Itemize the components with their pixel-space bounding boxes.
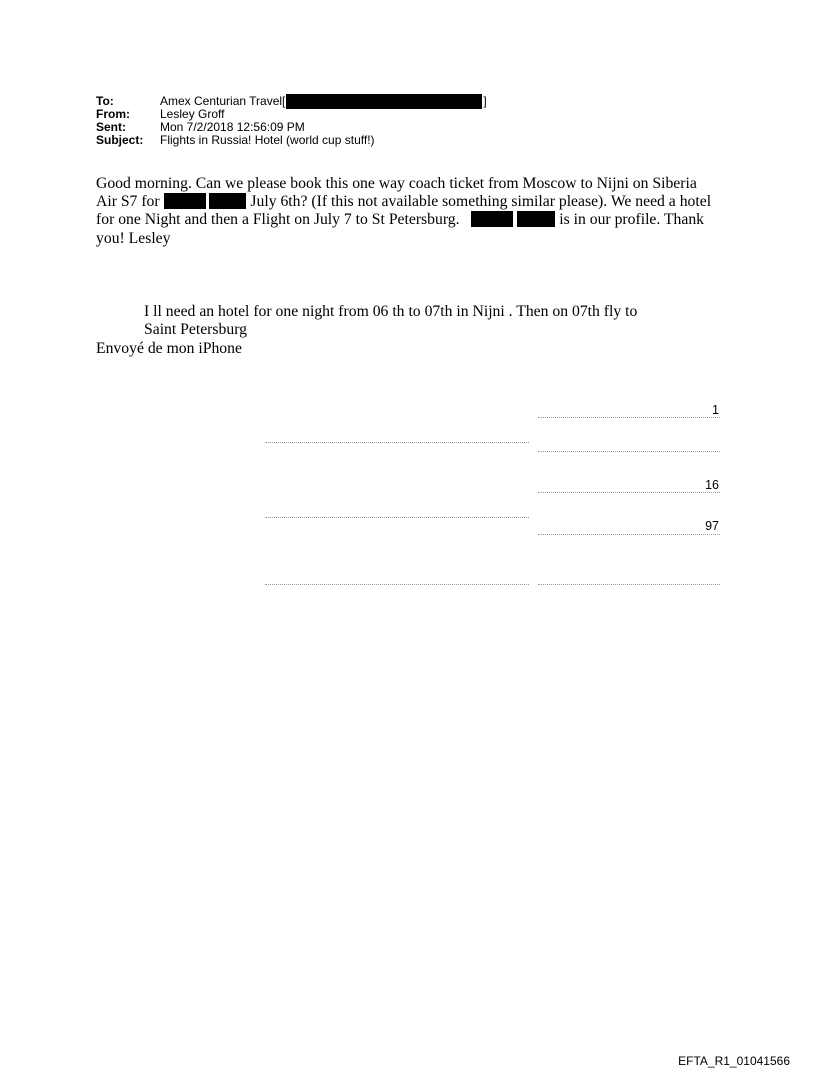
from-label: From: <box>96 107 130 121</box>
to-close-bracket: ] <box>483 94 487 108</box>
dotted-rule <box>265 442 529 443</box>
sent-label: Sent: <box>96 120 126 134</box>
body-line-text: July 6th? (If this not available something similar please). We need a hotel <box>250 193 712 211</box>
dotted-rule <box>538 417 720 418</box>
to-value: Amex Centurian Travel[ <box>160 94 286 108</box>
dotted-rule <box>538 534 720 535</box>
to-label: To: <box>96 94 114 108</box>
body-line <box>96 230 728 248</box>
email-body <box>96 175 728 248</box>
document-id-footer: EFTA_R1_01041566 <box>678 1054 790 1068</box>
quoted-line: Saint Petersburg <box>144 321 247 339</box>
form-number: 1 <box>712 403 719 417</box>
sent-value: Mon 7/2/2018 12:56:09 PM <box>160 120 305 134</box>
body-line <box>96 175 728 193</box>
redaction-bar <box>471 211 513 227</box>
quoted-line: I ll need an hotel for one night from 06 th to 07th in Nijni . Then on 07th fly to <box>144 303 638 320</box>
body-line-text: Good morning. Can we please book this one way coach ticket from Moscow to Nijni on Siberia <box>96 175 697 192</box>
body-line-text: is in our profile. Thank <box>559 211 705 229</box>
redaction-bar <box>286 94 482 109</box>
redaction-bar <box>209 193 246 209</box>
body-line-text: Air S7 for <box>96 193 160 211</box>
form-number: 16 <box>705 478 719 492</box>
body-line-text: you! Lesley <box>96 229 171 247</box>
redaction-bar <box>164 193 206 209</box>
signature: Envoyé de mon iPhone <box>96 340 242 357</box>
email-header <box>96 95 487 147</box>
from-value: Lesley Groff <box>160 107 225 121</box>
subject-label: Subject: <box>96 133 144 147</box>
body-line <box>96 193 728 211</box>
dotted-rule <box>538 584 720 585</box>
dotted-rule <box>265 517 529 518</box>
subject-value: Flights in Russia! Hotel (world cup stuff!) <box>160 133 375 147</box>
body-line <box>96 211 728 229</box>
form-number: 97 <box>705 519 719 533</box>
dotted-rule <box>265 584 529 585</box>
redaction-bar <box>517 211 555 227</box>
body-line-text: for one Night and then a Flight on July 7 to St Petersburg. <box>96 211 460 229</box>
to-row <box>96 95 487 108</box>
dotted-rule <box>538 451 720 452</box>
dotted-rule <box>538 492 720 493</box>
quoted-message <box>144 303 637 340</box>
subject-row <box>96 134 487 147</box>
